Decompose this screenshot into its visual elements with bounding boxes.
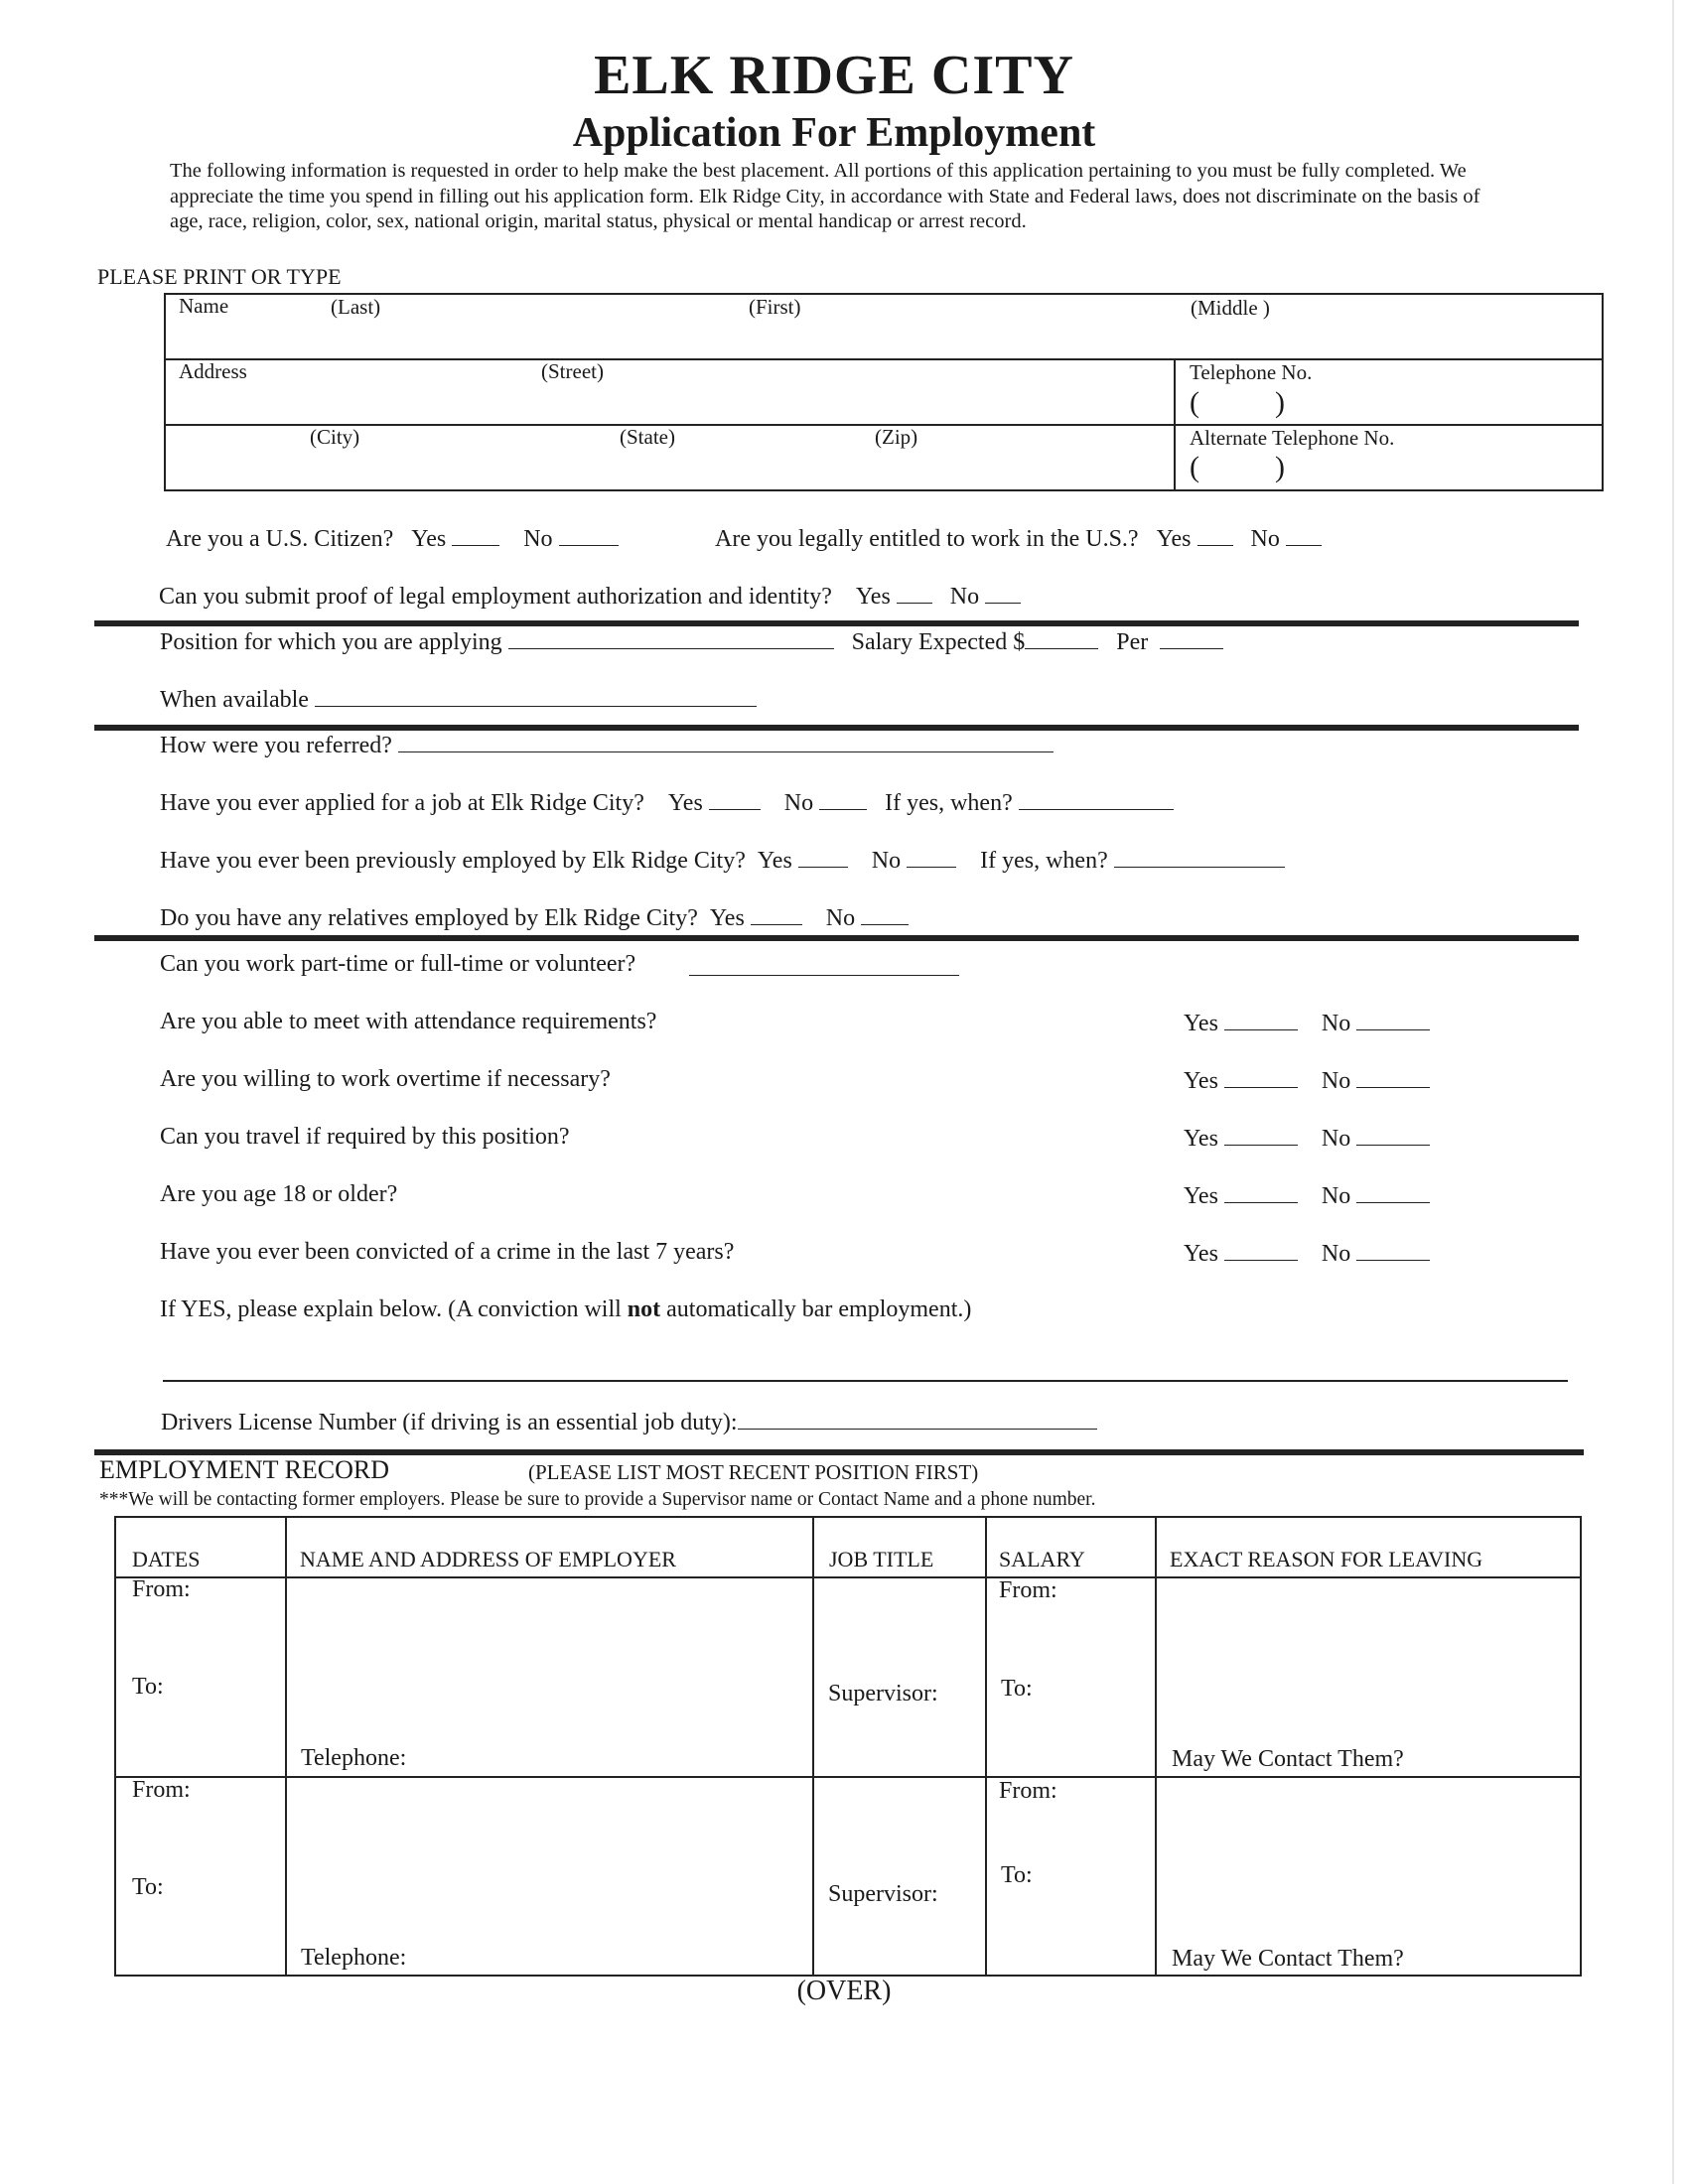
section-rule — [94, 935, 1579, 941]
age-yes-blank[interactable] — [1224, 1184, 1298, 1203]
street-field[interactable]: (Street) — [541, 359, 604, 383]
entitled-no-blank[interactable] — [1286, 527, 1322, 546]
table-col-rule — [985, 1516, 987, 1977]
salary-blank[interactable] — [1025, 630, 1098, 649]
explain-blank[interactable] — [163, 1380, 1568, 1382]
travel-question: Can you travel if required by this position? — [160, 1124, 570, 1150]
section-rule — [94, 620, 1579, 626]
print-instruction: PLEASE PRINT OR TYPE — [97, 264, 342, 289]
available-blank[interactable] — [315, 688, 757, 707]
referred-blank[interactable] — [398, 734, 1054, 752]
personal-info-box — [164, 293, 1604, 491]
attendance-yes-blank[interactable] — [1224, 1012, 1298, 1030]
state-field[interactable]: (State) — [620, 425, 675, 449]
first-name-field[interactable]: (First) — [749, 295, 801, 319]
license-line: Drivers License Number (if driving is an essential job duty): — [161, 1410, 1097, 1436]
employed-no-blank[interactable] — [907, 849, 956, 868]
table-header-rule — [114, 1576, 1582, 1578]
applied-line: Have you ever applied for a job at Elk Ridge City? Yes No If yes, when? — [160, 790, 1174, 817]
section-rule — [94, 725, 1579, 731]
attendance-no-blank[interactable] — [1356, 1012, 1430, 1030]
table-row-rule — [114, 1776, 1582, 1778]
row2-supervisor[interactable]: Supervisor: — [828, 1881, 938, 1907]
area-code-open: ( — [1190, 451, 1199, 483]
conviction-yes-blank[interactable] — [1224, 1242, 1298, 1261]
over-label: (OVER) — [796, 1976, 892, 2006]
overtime-question: Are you willing to work overtime if necessary? — [160, 1066, 611, 1092]
row1-contact[interactable]: May We Contact Them? — [1172, 1746, 1404, 1772]
alt-telephone-field[interactable]: Alternate Telephone No. — [1190, 426, 1395, 450]
col-salary: SALARY — [999, 1547, 1085, 1571]
position-blank[interactable] — [508, 630, 834, 649]
overtime-no-blank[interactable] — [1356, 1069, 1430, 1088]
proof-question: Can you submit proof of legal employment authorization and identity? Yes No — [159, 584, 1021, 611]
page-subtitle: Application For Employment — [572, 110, 1096, 156]
age-yes-no: Yes No — [1184, 1183, 1430, 1210]
row1-from[interactable]: From: — [132, 1576, 191, 1602]
col-reason: EXACT REASON FOR LEAVING — [1170, 1547, 1483, 1571]
age-question: Are you age 18 or older? — [160, 1181, 398, 1207]
scan-edge — [1672, 0, 1674, 2184]
per-blank[interactable] — [1160, 630, 1223, 649]
employment-heading: EMPLOYMENT RECORD — [99, 1455, 390, 1484]
conviction-no-blank[interactable] — [1356, 1242, 1430, 1261]
area-code-open: ( — [1190, 386, 1199, 419]
row2-to[interactable]: To: — [132, 1874, 164, 1900]
intro-paragraph: The following information is requested in order to help make the best placement. All portions of this application pertaining to you must be fully completed. We appreciate the time you spend in filling out his application form. Elk Ridge City, in accordance with State and Federal laws, does not discriminate on the basis of age, race, religion, color, sex, national origin, marital status, physical or mental handicap or arrest record. — [170, 160, 1480, 232]
divider — [164, 358, 1604, 360]
citizen-no-blank[interactable] — [559, 527, 619, 546]
overtime-yes-no: Yes No — [1184, 1068, 1430, 1095]
employment-subheading: (PLEASE LIST MOST RECENT POSITION FIRST) — [528, 1460, 979, 1484]
applied-no-blank[interactable] — [819, 791, 867, 810]
proof-yes-blank[interactable] — [897, 585, 932, 604]
row2-telephone[interactable]: Telephone: — [301, 1945, 407, 1971]
area-code-close: ) — [1275, 451, 1285, 483]
attendance-question: Are you able to meet with attendance requirements? — [160, 1009, 657, 1034]
relatives-no-blank[interactable] — [861, 906, 909, 925]
overtime-yes-blank[interactable] — [1224, 1069, 1298, 1088]
travel-yes-blank[interactable] — [1224, 1127, 1298, 1146]
employed-yes-blank[interactable] — [798, 849, 848, 868]
name-label: Name — [179, 294, 229, 318]
position-line: Position for which you are applying Salary Expected $ Per — [160, 629, 1223, 656]
conviction-yes-no: Yes No — [1184, 1241, 1430, 1268]
row1-salary-to[interactable]: To: — [1001, 1676, 1033, 1702]
travel-no-blank[interactable] — [1356, 1127, 1430, 1146]
row2-salary-from[interactable]: From: — [999, 1778, 1057, 1804]
row1-salary-from[interactable]: From: — [999, 1577, 1057, 1603]
row2-salary-to[interactable]: To: — [1001, 1862, 1033, 1888]
entitled-yes-blank[interactable] — [1197, 527, 1233, 546]
row2-contact[interactable]: May We Contact Them? — [1172, 1946, 1404, 1972]
proof-no-blank[interactable] — [985, 585, 1021, 604]
col-job-title: JOB TITLE — [829, 1547, 934, 1571]
explain-instruction: If YES, please explain below. (A conviction will not automatically bar employment.) — [160, 1297, 972, 1322]
table-col-rule — [812, 1516, 814, 1977]
middle-name-field[interactable]: (Middle ) — [1191, 296, 1270, 320]
attendance-yes-no: Yes No — [1184, 1011, 1430, 1037]
col-dates: DATES — [132, 1547, 201, 1571]
work-type-question: Can you work part-time or full-time or volunteer? — [160, 951, 636, 977]
row1-supervisor[interactable]: Supervisor: — [828, 1681, 938, 1706]
license-blank[interactable] — [738, 1411, 1097, 1430]
row2-from[interactable]: From: — [132, 1777, 191, 1803]
entitled-question: Are you legally entitled to work in the U.S.? Yes No — [715, 526, 1322, 553]
last-name-field[interactable]: (Last) — [331, 295, 381, 319]
work-type-blank[interactable] — [689, 957, 959, 976]
available-line: When available — [160, 687, 757, 714]
applied-when-blank[interactable] — [1019, 791, 1174, 810]
col-employer: NAME AND ADDRESS OF EMPLOYER — [300, 1547, 676, 1571]
citizen-yes-blank[interactable] — [452, 527, 499, 546]
age-no-blank[interactable] — [1356, 1184, 1430, 1203]
area-code-close: ) — [1275, 386, 1285, 419]
address-label: Address — [179, 359, 247, 383]
row1-to[interactable]: To: — [132, 1674, 164, 1700]
relatives-line: Do you have any relatives employed by Elk Ridge City? Yes No — [160, 905, 909, 932]
city-field[interactable]: (City) — [310, 425, 360, 449]
employed-when-blank[interactable] — [1114, 849, 1285, 868]
citizen-question: Are you a U.S. Citizen? Yes No — [166, 526, 619, 553]
page-title: ELK RIDGE CITY — [594, 45, 1074, 106]
table-col-rule — [285, 1516, 287, 1977]
employment-note: ***We will be contacting former employers. Please be sure to provide a Supervisor name or Contact Name and a phone number. — [99, 1489, 1096, 1510]
conviction-question: Have you ever been convicted of a crime in the last 7 years? — [160, 1239, 735, 1265]
referred-line: How were you referred? — [160, 733, 1054, 759]
row1-telephone[interactable]: Telephone: — [301, 1745, 407, 1771]
applied-yes-blank[interactable] — [709, 791, 761, 810]
zip-field[interactable]: (Zip) — [875, 425, 918, 449]
travel-yes-no: Yes No — [1184, 1126, 1430, 1153]
table-col-rule — [1155, 1516, 1157, 1977]
telephone-field[interactable]: Telephone No. — [1190, 360, 1313, 384]
employed-line: Have you ever been previously employed by Elk Ridge City? Yes No If yes, when? — [160, 848, 1285, 875]
relatives-yes-blank[interactable] — [751, 906, 802, 925]
